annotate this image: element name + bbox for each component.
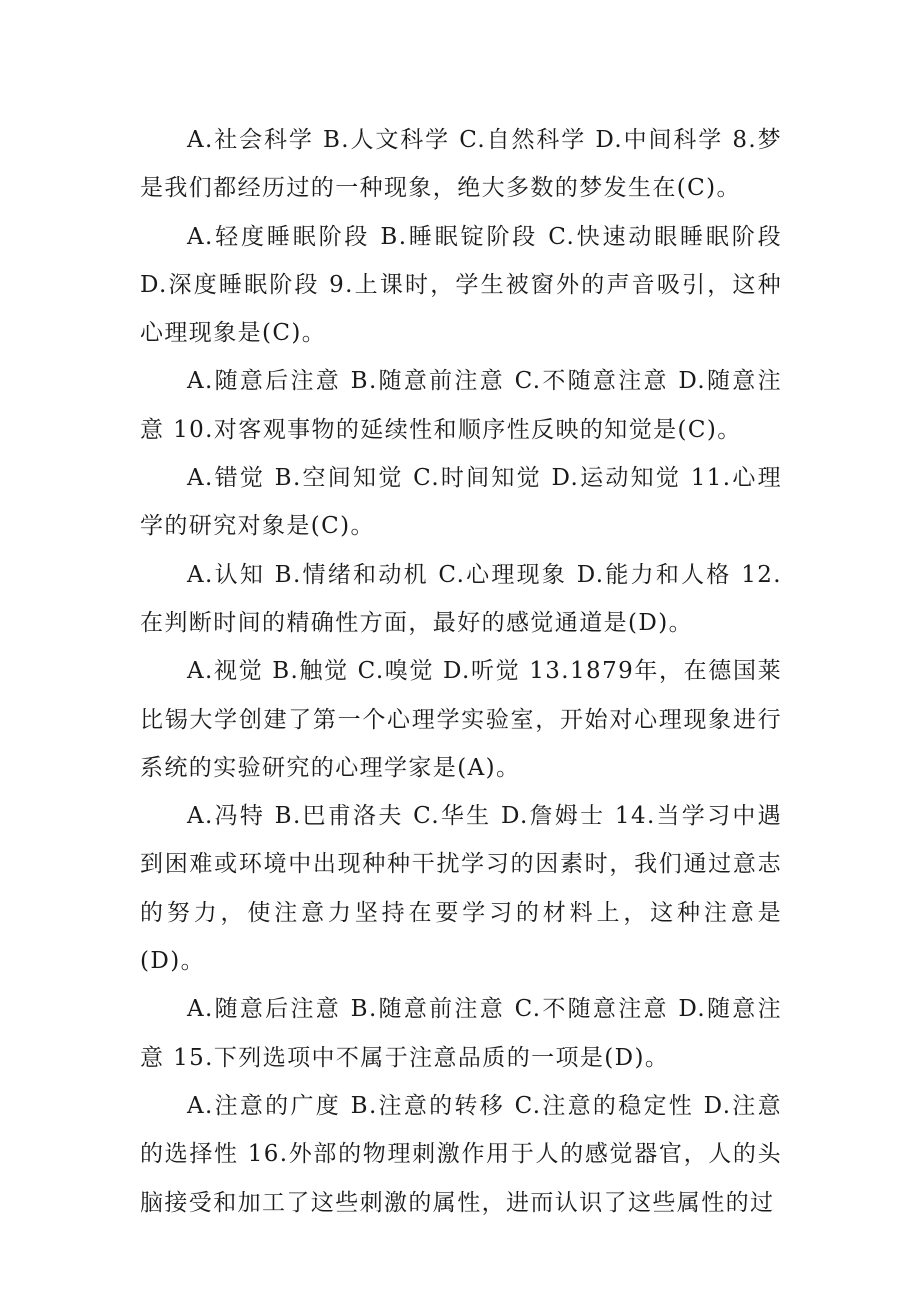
question-paragraph-3: A.随意后注意 B.随意前注意 C.不随意注意 D.随意注意 10.对客观事物的延续性和顺序性反映的知觉是(C)。	[140, 368, 782, 443]
question-paragraph-1: A.社会科学 B.人文科学 C.自然科学 D.中间科学 8.梦是我们都经历过的一种现象，绝大多数的梦发生在(C)。	[140, 127, 782, 202]
document-body	[140, 116, 782, 1227]
question-paragraph-6: A.视觉 B.触觉 C.嗅觉 D.听觉 13.1879年，在德国莱比锡大学创建了第一个心理学实验室，开始对心理现象进行系统的实验研究的心理学家是(A)。	[140, 658, 782, 781]
question-paragraph-7: A.冯特 B.巴甫洛夫 C.华生 D.詹姆士 14.当学习中遇到困难或环境中出现种种干扰学习的因素时，我们通过意志的努力，使注意力坚持在要学习的材料上，这种注意是(D)。	[140, 803, 782, 975]
question-paragraph-4: A.错觉 B.空间知觉 C.时间知觉 D.运动知觉 11.心理学的研究对象是(C)。	[140, 465, 782, 540]
question-paragraph-2: A.轻度睡眠阶段 B.睡眠锭阶段 C.快速动眼睡眠阶段 D.深度睡眠阶段 9.上课时，学生被窗外的声音吸引，这种心理现象是(C)。	[140, 223, 782, 347]
question-paragraph-8: A.随意后注意 B.随意前注意 C.不随意注意 D.随意注意 15.下列选项中不属于注意品质的一项是(D)。	[140, 996, 782, 1071]
question-paragraph-9: A.注意的广度 B.注意的转移 C.注意的稳定性 D.注意的选择性 16.外部的物理刺激作用于人的感觉器官，人的头脑接受和加工了这些刺激的属性，进而认识了这些属性的过	[140, 1092, 782, 1216]
question-paragraph-5: A.认知 B.情绪和动机 C.心理现象 D.能力和人格 12.在判断时间的精确性方面，最好的感觉通道是(D)。	[140, 561, 782, 636]
